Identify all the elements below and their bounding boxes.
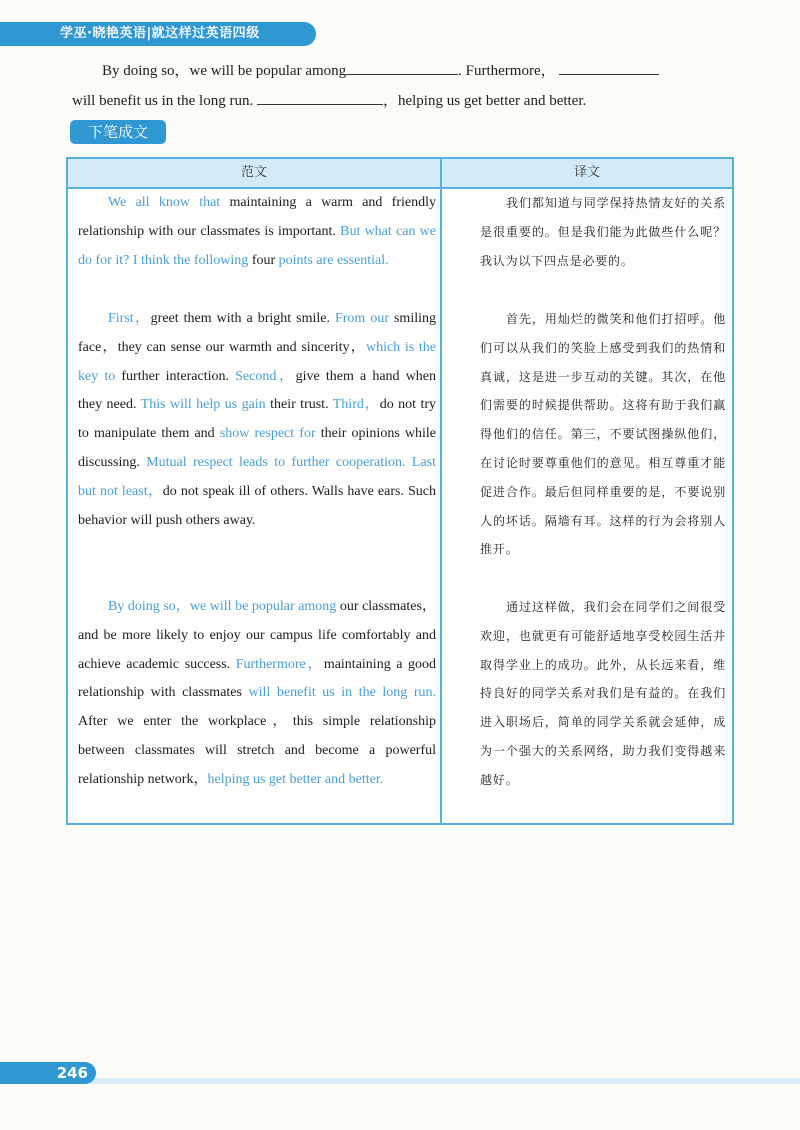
- essay-text: greet them with a bright smile.: [150, 311, 335, 326]
- highlighted-phrase: Third，: [332, 397, 380, 413]
- highlighted-phrase: points are essential.: [278, 252, 389, 268]
- column-divider: [440, 159, 442, 823]
- translation-paragraph-2: 首先，用灿烂的微笑和他们打招呼。他们可以从我们的笑脸上感受到我们的热情和真诚，这是进一步互动的关键。其次，在他们需要的时候提供帮助。这将有助于我们赢得他们的信任。第三，不要试图操纵他们，在讨论时要尊重他们的意见。相互尊重才能促进合作。最后但同样重要的是，不要说别人的坏话。隔墙有耳。这样的行为会将别人推开。: [480, 312, 726, 557]
- highlighted-phrase: Mutual respect leads to further cooperation. Last but not least，: [78, 454, 436, 499]
- highlighted-phrase: By doing so，we will be popular among: [108, 599, 340, 614]
- highlighted-phrase: show respect for: [219, 426, 321, 442]
- highlighted-phrase: But what can we do for it? I think the following: [78, 223, 436, 268]
- highlighted-phrase: Second，: [235, 368, 296, 384]
- highlighted-phrase: which is the key to: [78, 339, 436, 384]
- essay-text: maintaining a good relationship with classmates: [78, 656, 436, 701]
- essay-text: their opinions while discussing.: [78, 426, 436, 470]
- translation-paragraph-3: 通过这样做，我们会在同学们之间很受欢迎，也就更有可能舒适地享受校园生活并取得学业上的成功。此外，从长远来看，维持良好的同学关系对我们是有益的。在我们进入职场后，简单的同学关系就会延伸，成为一个强大的关系网络，助力我们变得越来越好。: [480, 600, 726, 787]
- essay-paragraph-2: [78, 305, 436, 535]
- essay-paragraph-1: [78, 189, 436, 275]
- highlighted-phrase: helping us get better and better.: [207, 771, 384, 787]
- book-header-tab: 学巫·晓艳英语|就这样过英语四级: [0, 22, 316, 46]
- fill-in-line-1: [72, 60, 752, 81]
- highlighted-phrase: will benefit us in the long run.: [248, 685, 436, 701]
- fill-in-line-2: [72, 90, 752, 111]
- fill-in-text-1a: By doing so，we will be popular among: [102, 63, 347, 79]
- highlighted-phrase: From our: [334, 311, 394, 326]
- answer-blank[interactable]: [257, 90, 383, 105]
- highlighted-phrase: Furthermore，: [235, 656, 324, 672]
- essay-paragraph-3: [78, 593, 436, 795]
- essay-text: smiling face，they can sense our warmth and sincerity，: [78, 311, 436, 355]
- essay-table: [66, 157, 734, 825]
- essay-text: do not speak ill of others. Walls have ears. Such behavior will push others away.: [78, 483, 436, 528]
- fill-in-text-2b: ，helping us get better and better.: [382, 93, 587, 109]
- essay-text: further interaction.: [121, 368, 236, 384]
- essay-text: do not try to manipulate them and: [78, 397, 437, 442]
- table-header: [68, 159, 732, 189]
- fill-in-text-2a: will benefit us in the long run.: [72, 93, 254, 109]
- essay-text: their trust.: [270, 397, 333, 413]
- header-model-essay: 范文: [240, 165, 267, 180]
- section-title: 下笔成文: [70, 120, 166, 144]
- essay-text: After we enter the workplace，this simple relationship between classmates will stretch and become a powerful relationship network，: [78, 714, 436, 787]
- highlighted-phrase: This will help us gain: [140, 397, 271, 413]
- highlighted-phrase: First，: [108, 311, 151, 326]
- translation-paragraph-1: 我们都知道与同学保持热情友好的关系是很重要的。但是我们能为此做些什么呢？我认为以下四点是必要的。: [480, 196, 726, 268]
- page-number: 246: [0, 1062, 96, 1084]
- essay-text: give them a hand when they need.: [78, 368, 437, 413]
- header-translation: 译文: [573, 165, 600, 180]
- essay-text: our classmates，and be more likely to enjoy our campus life comfortably and achieve academic success.: [78, 599, 436, 672]
- fill-in-text-1b: . Furthermore，: [458, 63, 556, 79]
- highlighted-phrase: We all know that: [108, 195, 230, 210]
- answer-blank[interactable]: [559, 60, 659, 75]
- essay-text: four: [251, 252, 279, 268]
- footer-stripe: [0, 1078, 800, 1084]
- answer-blank[interactable]: [346, 60, 458, 75]
- essay-text: maintaining a warm and friendly relationship with our classmates is important.: [78, 195, 436, 239]
